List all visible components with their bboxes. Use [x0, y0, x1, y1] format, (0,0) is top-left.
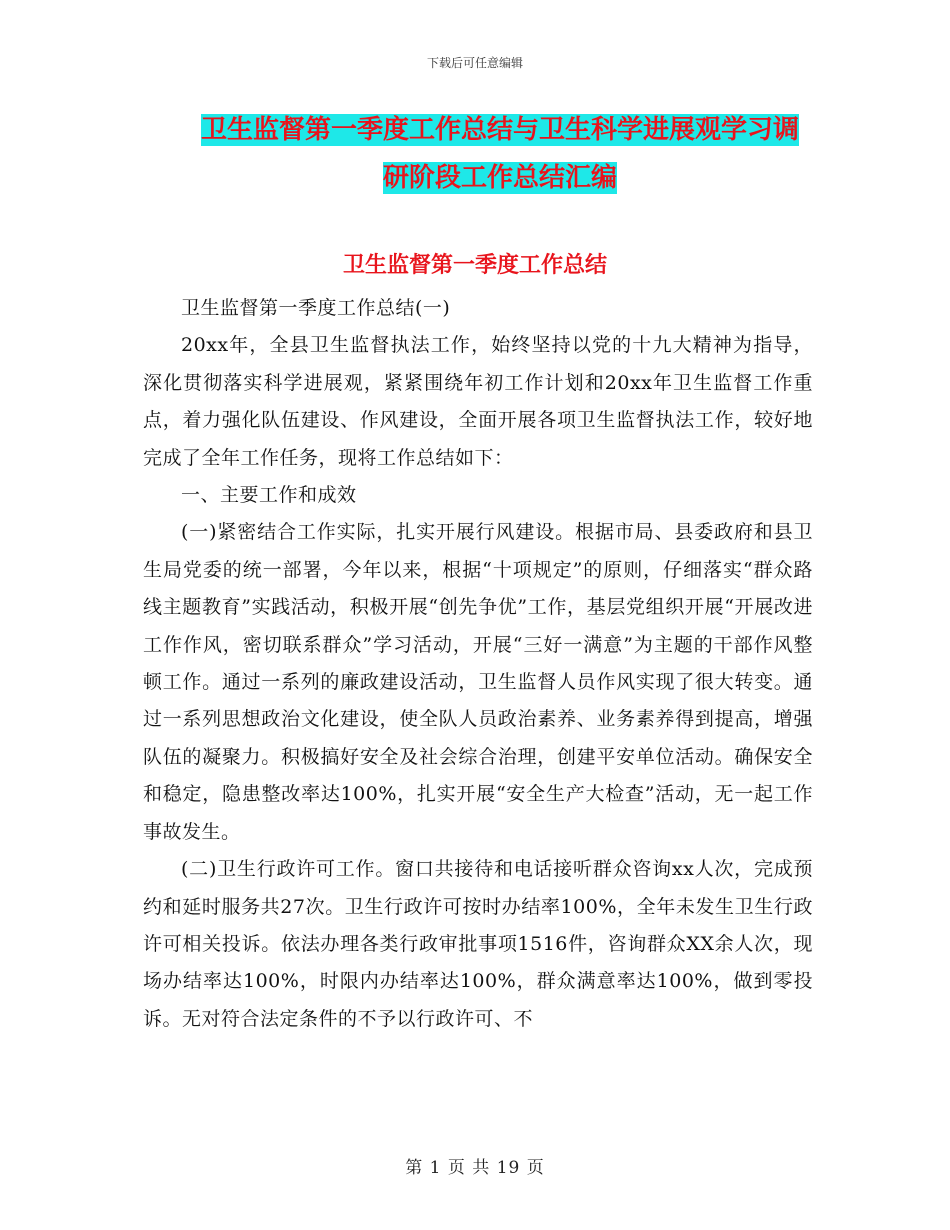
page-number: 第 1 页 共 19 页: [405, 1158, 545, 1178]
document-title-line-2: 研阶段工作总结汇编: [382, 163, 617, 193]
document-title-line-1: 卫生监督第一季度工作总结与卫生科学进展观学习调: [200, 115, 799, 145]
paragraph: (二)卫生行政许可工作。窗口共接待和电话接听群众咨询xx人次，完成预约和延时服务共27次。卫生行政许可按时办结率100%，全年未发生卫生行政许可相关投诉。依法办理各类行政审批事项1516件，咨询群众XX余人次，现场办结率达100%，时限内办结率达100%，群众满意率达100%，做到零投诉。无对符合法定条件的不予以行政许可、不: [143, 858, 813, 1030]
paragraph: 20xx年，全县卫生监督执法工作，始终坚持以党的十九大精神为指导，深化贯彻落实科学进展观，紧紧围绕年初工作计划和20xx年卫生监督工作重点，着力强化队伍建设、作风建设，全面开展各项卫生监督执法工作，较好地完成了全年工作任务，现将工作总结如下：: [143, 334, 813, 469]
paragraph: 一、主要工作和成效: [181, 484, 357, 507]
section-title: 卫生监督第一季度工作总结: [342, 253, 607, 278]
document-body: [143, 290, 813, 1038]
document-title: [140, 106, 860, 202]
header-note: 下载后可任意编辑: [426, 56, 523, 70]
paragraph: (一)紧密结合工作实际，扎实开展行风建设。根据市局、县委政府和县卫生局党委的统一部署，今年以来，根据“十项规定”的原则，仔细落实“群众路线主题教育”实践活动，积极开展“创先争优”工作，基层党组织开展“开展改进工作作风，密切联系群众”学习活动，开展“三好一满意”为主题的干部作风整顿工作。通过一系列的廉政建设活动，卫生监督人员作风实现了很大转变。通过一系列思想政治文化建设，使全队人员政治素养、业务素养得到提高，增强队伍的凝聚力。积极搞好安全及社会综合治理，创建平安单位活动。确保安全和稳定，隐患整改率达100%，扎实开展“安全生产大检查”活动，无一起工作事故发生。: [143, 521, 813, 843]
paragraph: 卫生监督第一季度工作总结(一): [181, 297, 451, 319]
